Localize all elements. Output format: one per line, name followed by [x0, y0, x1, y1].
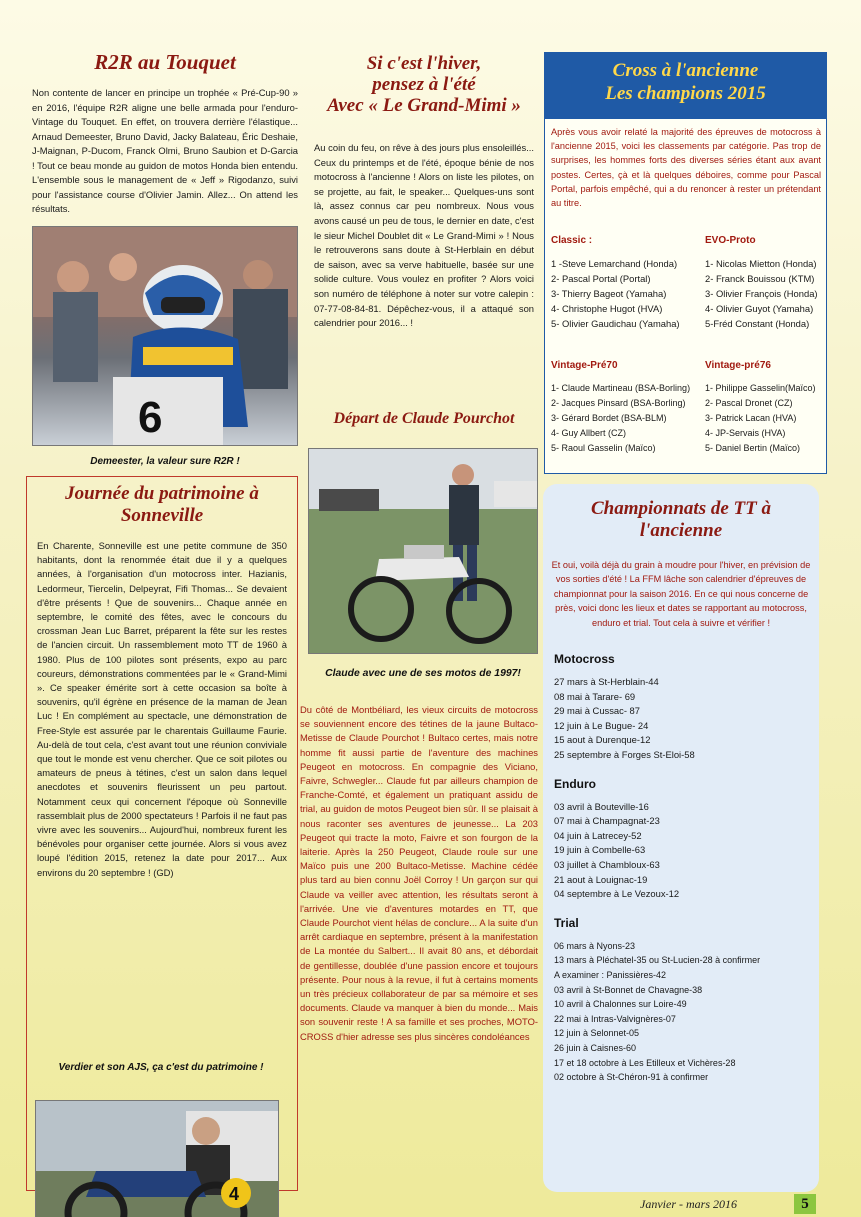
- list-item: 21 aout à Louignac-19: [554, 873, 648, 885]
- tt-section-name: Trial: [554, 915, 579, 930]
- list-item: 02 octobre à St-Chéron-91 à confirmer: [554, 1072, 709, 1083]
- cross-cat-pre76: [705, 360, 827, 456]
- cross-cat-name: EVO-Proto: [705, 235, 756, 246]
- tt-section-motocross: [554, 652, 819, 763]
- tt-intro: Et oui, voilà déjà du grain à moudre pour l'hiver, en prévision de vos sorties d'été ! La FFM lâche son calendrier d'épreuves de championnat pour la saison 2016. En ce qui nous concerne de près, voici donc les lieux et dates se rapportant au motocross, enduro et trial. Tout cela à suivre et vérifier !: [551, 560, 811, 628]
- pourchot-title: Départ de Claude Pourchot: [333, 410, 515, 427]
- list-item: 5- Olivier Gaudichau (Yamaha): [551, 318, 680, 329]
- cross-title-line1: Cross à l'ancienne: [612, 60, 759, 81]
- motocross-rider-illustration: [33, 227, 298, 446]
- list-item: 04 juin à Latrecey-52: [554, 829, 642, 841]
- pourchot-caption: Claude avec une de ses motos de 1997!: [325, 668, 521, 679]
- tt-section-name: Motocross: [554, 652, 615, 667]
- trial-motorcycle-illustration: [309, 449, 538, 654]
- cross-cat-name: Vintage-Pré70: [551, 360, 618, 371]
- list-item: 1- Claude Martineau (BSA-Borling): [551, 383, 691, 393]
- list-item: 5-Fréd Constant (Honda): [705, 318, 810, 329]
- list-item: 5- Daniel Bertin (Maïco): [705, 443, 801, 453]
- page-number: 5: [794, 1194, 816, 1214]
- list-item: 2- Pascal Dronet (CZ): [705, 398, 793, 408]
- pourchot-body: Du côté de Montbéliard, les vieux circuits de motocross se souviennent encore des tétines de la jaune Bultaco-Metisse de Claude Pourchot ! Bultaco certes, mais notre homme fit aussi partie de l'aventure des machines Peugeot en motocross. En compagnie des Viciano, Faivre, Schwegler... Claude fut par ailleurs champion de Franche-Comté, et également un pratiquant assidu de trial, au guidon de motos Peugeot bien sûr. Il se plaisait à nous raconter ses aventures de jeunesse... La 203 Peugeot qui tracte la moto, Faivre et son fourgon de la laiterie. Après la 250 Peugeot, Claude roule sur une Maïco puis une 200 Bultaco-Metisse. Machine cédée plus tard au bien connu Joël Corroy ! Un garçon sur qui Claude va veiller avec attention, les résultats seront à l'arrivée. Une vie d'aventures motardes en TT, que Claude Pourchot vient hélas de conclure... A la suite d'un arrêt cardiaque en septembre, présent à la manifestation de La montée du Salbert... Il avait 80 ans, et débordait de gentillesse, doublée d'une passion encore et toujours présente. Pour nous à la revue, il fut à certains moments un très précieux collaborateur de par sa mémoire et ses documents. Claude va manquer à bien du monde... Mais son souvenir reste ! A sa famille et ses proches, MOTO-CROSS d'hier adresse ses plus sincères condoléances: [300, 704, 538, 1042]
- list-item: 03 avril à St-Bonnet de Chavagne-38: [554, 984, 703, 995]
- cross-cat-pre70: [551, 360, 701, 456]
- list-item: 22 mai à Intras-Valvignères-07: [554, 1013, 676, 1024]
- hiver-title: [306, 53, 542, 116]
- cross-title-line2: Les champions 2015: [605, 83, 766, 104]
- list-item: 08 mai à Tarare- 69: [554, 690, 636, 702]
- r2r-body: Non contente de lancer en principe un trophée « Pré-Cup-90 » en 2016, l'équipe R2R aligne une belle armada pour l'enduro-Vintage du Touquet. En effet, on trouvera derrière l'élastique... Arnaud Demeester, Bruno David, Jacky Balateau, Éric Deshaie, J-Maignan, P-Ducom, Franck Olmi, Bruno Saubion et D-Garcia ! Tout ce beau monde au guidon de motos Honda bien entendu. L'ensemble sous le management de « Jeff » Rigodanzo, suivi pour l'assistance course d'Olivier Jamin. Allez... On attend les résultats.: [32, 87, 298, 214]
- tt-title: [543, 498, 819, 542]
- patrimoine-caption: Verdier et son AJS, ça c'est du patrimoine !: [58, 1061, 264, 1073]
- list-item: 17 et 18 octobre à Les Etilleux et Vichères-28: [554, 1057, 736, 1068]
- list-item: 06 mars à Nyons-23: [554, 940, 636, 951]
- patrimoine-photo: [35, 1100, 279, 1217]
- cross-cat-name: Classic :: [551, 235, 593, 246]
- list-item: 03 avril à Bouteville-16: [554, 800, 649, 812]
- list-item: 15 aout à Durenque-12: [554, 734, 651, 746]
- cross-cat-name: Vintage-pré76: [705, 360, 771, 371]
- cross-cat-classic: [551, 235, 691, 331]
- list-item: 12 juin à Le Bugue- 24: [554, 719, 649, 731]
- patrimoine-box: [26, 476, 298, 1204]
- r2r-title: R2R au Touquet: [94, 50, 236, 74]
- r2r-photo: [32, 226, 298, 446]
- list-item: 1 -Steve Lemarchand (Honda): [551, 258, 678, 269]
- list-item: 03 juillet à Chambloux-63: [554, 858, 660, 870]
- list-item: 2- Jacques Pinsard (BSA-Borling): [551, 398, 686, 408]
- list-item: 07 mai à Champagnat-23: [554, 815, 660, 827]
- r2r-caption: Demeester, la valeur sure R2R !: [90, 456, 240, 467]
- list-item: 27 mars à St-Herblain-44: [554, 676, 659, 688]
- list-item: 13 mars à Pléchatel-35 ou St-Lucien-28 à confirmer: [554, 955, 761, 966]
- patrimoine-body: En Charente, Sonneville est une petite commune de 350 habitants, dont la renommée était due il y a quelques années, à l'organisation d'un motocross inter. Hazianis, Ledormeur, Tiercelin, Delpeyrat, Fifi Thomas... Se devaient d'être présents ! Que de souvenirs... Chaque année en septembre, le comité des fêtes, avec le concours du crossman Jean Luc Barret, préparent la fête sur les restes de l'ancien circuit. Un rassemblement moto TT de 1960 à 1980. Plus de 100 pilotes sont présents, expo au parc coureurs, démonstrations commentées par le « Grand-Mimi ». Ce speaker émérite sort à cette occasion sa boîte à souvenirs, qu'il égrène en présence de la maman de Jean Luc ! En complément au spectacle, une démonstration de Free-Style est assurée par le charentais Guillaume Faurie. Au-delà de tout cela, c'est avant tout une réunion conviviale que tout le monde est venu chercher. Que ce soit pilotes ou amateurs de pneus à tétines, c'est un salon dans lequel anecdotes et souvenirs fleurissent un peu partout. Notamment ceux qui concernent l'époque où Sonneville rassemblait plus de 2000 spectateurs ! Parfois il ne faut pas vivre avec les souvenirs... Aujourd'hui, nombreux furent les bénévoles pour organiser cette journée. Alors si vous avez loupé l'édition 2015, retenez la date pour 2017... Aux environs du 20 septembre ! (GD): [37, 540, 287, 878]
- list-item: 12 juin à Selonnet-05: [554, 1028, 640, 1039]
- patrimoine-title: Journée du patrimoine à Sonneville: [65, 483, 259, 526]
- list-item: 19 juin à Combelle-63: [554, 844, 646, 856]
- list-item: 29 mai à Cussac- 87: [554, 705, 640, 717]
- list-item: 04 septembre à Le Vezoux-12: [554, 888, 680, 900]
- tt-title-line1: Championnats de TT à: [591, 498, 771, 519]
- list-item: 2- Pascal Portal (Portal): [551, 273, 651, 284]
- rider-number: 6: [138, 393, 163, 442]
- list-item: 4- Olivier Guyot (Yamaha): [705, 303, 814, 314]
- ajs-motorcycle-illustration: [36, 1101, 279, 1217]
- hiver-title-line3: Avec « Le Grand-Mimi »: [327, 95, 521, 116]
- list-item: 4- Guy Allbert (CZ): [551, 428, 627, 438]
- list-item: A examiner : Panissières-42: [554, 969, 667, 980]
- tt-section-enduro: [554, 777, 819, 902]
- list-item: 26 juin à Caisnes-60: [554, 1042, 637, 1053]
- list-item: 3- Patrick Lacan (HVA): [705, 413, 797, 423]
- tt-title-line2: l'ancienne: [639, 520, 723, 541]
- hiver-body: Au coin du feu, on rêve à des jours plus ensoleillés... Ceux du printemps et de l'été, époque bénie de nos motocross à l'ancienne ! Alors on liste les pilotes, on se projette, au fait, le speaker... Quelques-uns sont là, assez connus car peu nombreux. Nous vous avons causé un peu de tous, le dernier en date, c'est le sieur Michel Doublet dit « Le Grand-Mimi » ! Nous le retrouverons sans doute à St-Herblain en début de saison, avec sa verve habituelle, basée sur une solide culture. Vous voulez en profiter ? Alors voici son numéro de téléphone à noter sur votre calepin : 07-77-08-84-81. Dépêchez-vous, il a attaqué son calendrier pour 2016... !: [314, 142, 534, 329]
- list-item: 25 septembre à Forges St-Eloi-58: [554, 749, 695, 760]
- cross-box: [544, 118, 827, 474]
- hiver-title-line1: Si c'est l'hiver,: [366, 53, 482, 74]
- cross-intro: Après vous avoir relaté la majorité des épreuves de motocross à l'ancienne 2015, voici les classements par catégorie. Pas trop de surprises, les hommes forts des diverses séries étant aux avant postes. Certes, çà et là quelques déboires, comme pour Pascal Portal, parfois empêché, qui a du renoncer à rester un prétendant au titre.: [551, 127, 821, 209]
- hiver-title-line2: pensez à l'été: [372, 74, 476, 95]
- pourchot-photo: [308, 448, 538, 654]
- cross-cat-evo: [705, 235, 827, 331]
- ajs-number: 4: [229, 1183, 240, 1204]
- tt-panel: [543, 484, 819, 1192]
- list-item: 4- JP-Servais (HVA): [705, 428, 786, 438]
- list-item: 1- Nicolas Mietton (Honda): [705, 258, 817, 269]
- list-item: 10 avril à Chalonnes sur Loire-49: [554, 999, 687, 1010]
- list-item: 4- Christophe Hugot (HVA): [551, 303, 663, 314]
- tt-section-name: Enduro: [554, 776, 596, 791]
- footer-issue: Janvier - mars 2016: [640, 1197, 737, 1211]
- list-item: 3- Olivier François (Honda): [705, 288, 818, 299]
- list-item: 1- Philippe Gasselin(Maïco): [705, 383, 816, 393]
- list-item: 3- Thierry Bageot (Yamaha): [551, 288, 667, 299]
- cross-header: [544, 52, 827, 118]
- list-item: 5- Raoul Gasselin (Maïco): [551, 443, 656, 453]
- list-item: 2- Franck Bouissou (KTM): [705, 273, 815, 284]
- tt-section-trial: [554, 916, 819, 1085]
- list-item: 3- Gérard Bordet (BSA-BLM): [551, 413, 667, 423]
